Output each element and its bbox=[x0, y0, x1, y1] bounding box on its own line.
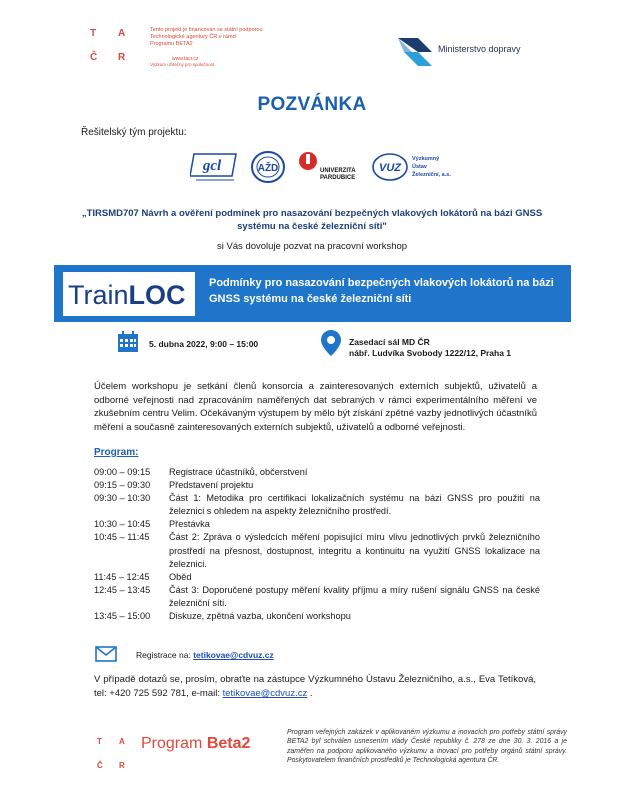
workshop-heading: Podmínky pro nasazování bezpečných vlakových lokátorů na bázi GNSS systému na české železniční síti bbox=[209, 277, 554, 305]
ministry-name: Ministerstvo dopravy bbox=[438, 44, 521, 54]
program-row bbox=[94, 492, 540, 518]
project-name: „TIRSMD707 Návrh a ověření podmínek pro nasazování bezpečných vlakových lokátorů na bázi GNSS systému na české železniční síti" bbox=[81, 208, 543, 232]
program-item: Část 2: Zpráva o výsledcích měření popisující míru vlivu jednotlivých prvků železničního prostředí na přesnost, dostupnost, integritu a kontinuitu na využití GNSS lokalizace na železnici. bbox=[169, 532, 540, 569]
trainloc-logo-part1: Train bbox=[68, 280, 129, 310]
program-item: Registrace účastníků, občerstvení bbox=[169, 467, 308, 477]
tacr-letter-c: Č bbox=[90, 52, 98, 63]
vuz-name-1: Výzkumný bbox=[412, 156, 440, 162]
partner-logos bbox=[190, 150, 470, 184]
invite-line: si Vás dovoluje pozvat na pracovní workshop bbox=[216, 241, 408, 252]
gcl-logo-text: gcl bbox=[202, 158, 222, 174]
team-label: Řešitelský tým projektu: bbox=[81, 127, 187, 138]
tacr-letter-r: R bbox=[118, 52, 126, 63]
program-row bbox=[94, 518, 540, 531]
tacr-logo bbox=[90, 28, 134, 64]
event-place-address: nábř. Ludvíka Svobody 1222/12, Praha 1 bbox=[349, 348, 512, 358]
contact-email-link[interactable]: tetikovae@cdvuz.cz bbox=[222, 688, 308, 699]
program-time: 13:45 – 15:00 bbox=[94, 611, 151, 622]
footer-program-beta2 bbox=[141, 735, 250, 753]
program-table bbox=[94, 466, 540, 623]
program-time: 11:45 – 12:45 bbox=[94, 571, 150, 582]
upce-name-2: PARDUBICE bbox=[320, 175, 356, 181]
tacr-funding-note: Tento projekt je financován se státní podporou Technologické agentury ČR v rámci Programu BETA2 bbox=[150, 27, 263, 47]
event-place-name: Zasedací sál MD ČR bbox=[349, 337, 430, 347]
event-date: 5. dubna 2022, 9:00 – 15:00 bbox=[149, 339, 259, 349]
tacr-letter-a: A bbox=[118, 28, 126, 39]
registration-label: Registrace na: bbox=[136, 650, 191, 660]
vuz-mark: VUZ bbox=[379, 162, 401, 174]
ministry-logo-icon bbox=[398, 34, 432, 68]
tacr-url: www.tacr.cz bbox=[172, 56, 199, 62]
footer-letter-t: T bbox=[97, 737, 102, 746]
location-pin-icon bbox=[321, 330, 341, 356]
program-row bbox=[94, 584, 540, 610]
footer-program-word: Program bbox=[141, 735, 203, 752]
program-title: Program: bbox=[94, 447, 139, 458]
footer-tacr-logo bbox=[97, 737, 133, 773]
trainloc-logo bbox=[68, 279, 186, 311]
program-item: Představení projektu bbox=[169, 480, 254, 491]
page-title: POZVÁNKA bbox=[257, 94, 367, 115]
registration-line bbox=[136, 650, 274, 660]
footer-description: Program veřejných zakázek v aplikovaném výzkumu a inovacích pro potřeby státní správy BETA2 byl schválen usnesením vlády České republiky č. 278 ze dne 30. 3. 2016 a je zaměřen na podporu aplikovaného výzkumu a inovací pro potřeby orgánů státní správy. Poskytovatelem finančních prostředků je Technologická agentura ČR. bbox=[287, 729, 567, 764]
program-time: 10:30 – 10:45 bbox=[94, 519, 151, 530]
azd-logo bbox=[248, 150, 288, 184]
vuz-logo bbox=[372, 150, 470, 184]
contact-text: V případě dotazů se, prosím, obraťte na zástupce Výzkumného Ústavu Železničního, a.s., Eva Tetíková, tel: +420 725 592 781, e-mail: bbox=[94, 674, 536, 699]
program-item: Část 3: Doporučené postupy měření kvality příjmu a míry rušení signálu GNSS na české železniční síti. bbox=[169, 584, 540, 608]
gcl-logo bbox=[190, 150, 240, 184]
program-item: Diskuze, zpětná vazba, ukončení workshopu bbox=[169, 611, 351, 622]
footer-beta-word: Beta2 bbox=[206, 735, 251, 752]
azd-logo-text: AŽD bbox=[257, 163, 279, 174]
intro-paragraph: Účelem workshopu je setkání členů konsorcia a zainteresovaných externích subjektů, uživatelů a odborné veřejnosti nad zpracováním naměřených dat sebraných v rámci experimentálního měření ve zkušebním centru Velim. Očekávaným výstupem by mělo být získání zpětné vazby jednotlivých účastníků měření a současně zainteresovaných externích subjektů, uživatelů a odborné veřejnosti. bbox=[94, 381, 538, 433]
program-row bbox=[94, 466, 540, 479]
program-time: 09:30 – 10:30 bbox=[94, 493, 151, 504]
footer-letter-r: R bbox=[119, 761, 125, 770]
program-time: 09:00 – 09:15 bbox=[94, 467, 151, 477]
program-row bbox=[94, 479, 540, 492]
contact-end: . bbox=[309, 688, 313, 699]
vuz-name-3: Železniční, a.s. bbox=[412, 172, 451, 178]
program-item: Přestávka bbox=[169, 519, 210, 530]
program-time: 12:45 – 13:45 bbox=[94, 584, 151, 595]
upce-logo bbox=[298, 150, 364, 184]
vuz-name-2: Ústav bbox=[412, 164, 427, 170]
program-item: Oběd bbox=[169, 571, 192, 582]
registration-email-link[interactable]: tetikovae@cdvuz.cz bbox=[193, 650, 274, 660]
mail-icon bbox=[95, 646, 117, 662]
program-item: Část 1: Metodika pro certifikaci lokalizačních systému na bázi GNSS pro použití na železnici s ohledem na aspekty železničního prostředí. bbox=[169, 493, 540, 517]
trainloc-logo-part2: LOC bbox=[128, 280, 186, 310]
program-row bbox=[94, 531, 540, 570]
footer-letter-a: A bbox=[119, 737, 125, 746]
program-row bbox=[94, 610, 540, 623]
tacr-tagline: Výzkum užitečný pro společnost bbox=[150, 62, 215, 67]
program-time: 09:15 – 09:30 bbox=[94, 480, 151, 491]
program-time: 10:45 – 11:45 bbox=[94, 532, 150, 543]
program-row bbox=[94, 571, 540, 584]
calendar-icon bbox=[117, 331, 139, 353]
contact-paragraph bbox=[94, 673, 536, 701]
upce-name-1: UNIVERZITA bbox=[320, 168, 356, 174]
footer-letter-c: Č bbox=[97, 761, 103, 770]
tacr-letter-t: T bbox=[90, 28, 97, 39]
